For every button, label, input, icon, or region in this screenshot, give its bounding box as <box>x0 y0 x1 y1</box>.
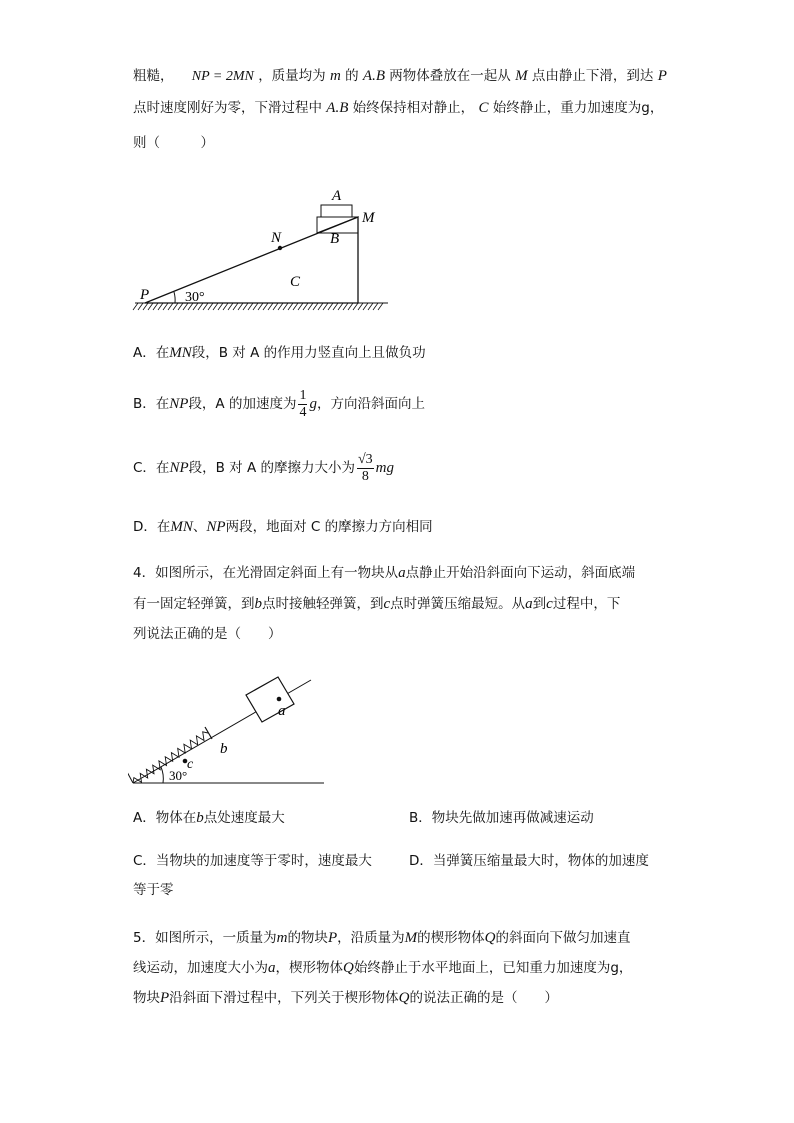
np-equation: NP = 2MN <box>191 69 254 84</box>
hatch-mark <box>138 303 143 310</box>
text: 粗糙， <box>133 68 174 84</box>
text: 的说法正确的是（ ） <box>409 990 559 1006</box>
hatch-mark <box>323 303 328 310</box>
text: 线运动，加速度大小为 <box>133 960 268 976</box>
text: 等于零 <box>133 882 174 898</box>
hatch-mark <box>233 303 238 310</box>
symbol: b <box>196 810 204 826</box>
angle-arc <box>161 767 163 783</box>
denominator: 4 <box>299 404 307 420</box>
text: 点时接触轻弹簧，到 <box>262 596 384 612</box>
text: 始终静止，重力加速度为g， <box>492 100 664 116</box>
q4-stem-line-3 <box>133 624 282 644</box>
symbol: NP <box>206 519 226 535</box>
q3-option-d <box>133 517 433 537</box>
symbol: A.B <box>362 68 385 84</box>
hatch-mark <box>303 303 308 310</box>
q3-stem-line-2 <box>133 98 663 118</box>
point-n <box>278 246 282 250</box>
symbol: c <box>383 596 391 612</box>
label-a: A <box>332 188 342 204</box>
hatch-mark <box>143 303 148 310</box>
q3-option-b <box>133 386 425 422</box>
text: 点静止开始沿斜面向下运动，斜面底端 <box>405 565 636 581</box>
text: C．在 <box>133 460 170 476</box>
symbol: c <box>546 596 553 612</box>
numerator: 1 <box>299 387 307 403</box>
hatch-mark <box>258 303 263 310</box>
symbol: Q <box>343 960 354 976</box>
symbol: MN <box>169 345 192 361</box>
text: ，楔形物体 <box>275 960 343 976</box>
text: 4．如图所示，在光滑固定斜面上有一物块从 <box>133 565 399 581</box>
incline-figure-q4 <box>128 660 328 792</box>
text: 点由静止下滑，到达 <box>531 68 654 84</box>
hatch-mark <box>248 303 253 310</box>
hatch-mark <box>348 303 353 310</box>
text: 两物体叠放在一起从 <box>389 68 511 84</box>
hatch-mark <box>288 303 293 310</box>
symbol: b <box>254 596 262 612</box>
text: 有一固定轻弹簧，到 <box>133 596 255 612</box>
q4-stem-line-1 <box>133 563 635 583</box>
hatch-mark <box>298 303 303 310</box>
text: A．在 <box>133 345 170 361</box>
hatch-mark <box>343 303 348 310</box>
text: 物块 <box>133 990 160 1006</box>
symbol: P <box>327 930 338 946</box>
hatch-mark <box>293 303 298 310</box>
block <box>246 677 294 722</box>
text: 段，B 对 A 的摩擦力大小为 <box>188 460 355 476</box>
text: ，方向沿斜面向上 <box>316 396 425 412</box>
text: B．在 <box>133 396 170 412</box>
text: 始终静止于水平地面上，已知重力加速度为g， <box>353 960 633 976</box>
hatch-mark <box>168 303 173 310</box>
text: 则（ ） <box>133 135 214 151</box>
text: C．当物块的加速度等于零时，速度最大 <box>133 853 372 869</box>
label-p: P <box>140 287 150 303</box>
symbol: NP <box>169 460 189 476</box>
text: 列说法正确的是（ ） <box>133 626 282 642</box>
text: A．物体在 <box>133 810 197 826</box>
q3-stem-line-3 <box>133 133 214 153</box>
text: 5．如图所示，一质量为 <box>133 930 277 946</box>
q3-option-a <box>133 343 426 363</box>
symbol: NP <box>169 396 189 412</box>
hatch-mark <box>153 303 158 310</box>
spring-wall <box>128 770 133 783</box>
hatch-mark <box>173 303 178 310</box>
hatch-mark <box>363 303 368 310</box>
symbol: P <box>160 990 170 1006</box>
q4-option-a <box>133 808 285 828</box>
hatch-mark <box>278 303 283 310</box>
symbol: m <box>329 68 341 84</box>
label-m: M <box>362 210 375 226</box>
fraction-sqrt3-over-8 <box>357 452 374 485</box>
label-b: b <box>220 741 228 757</box>
denominator: 8 <box>361 468 369 484</box>
hatch-mark <box>268 303 273 310</box>
label-c: C <box>290 274 301 290</box>
symbol: g <box>309 396 317 412</box>
hatch-mark <box>283 303 288 310</box>
q4-option-b <box>409 808 594 828</box>
hatch-mark <box>238 303 243 310</box>
hatch-mark <box>158 303 163 310</box>
symbol: a <box>268 960 276 976</box>
hatch-mark <box>308 303 313 310</box>
text: D．在 <box>133 519 171 535</box>
text: 点时弹簧压缩最短。从 <box>390 596 526 612</box>
text: D．当弹簧压缩量最大时，物体的加速度 <box>409 853 649 869</box>
symbol: a <box>525 596 533 612</box>
symbol: a <box>398 565 406 581</box>
hatch-mark <box>313 303 318 310</box>
hatch-mark <box>263 303 268 310</box>
block-a <box>321 205 352 217</box>
hatch-mark <box>373 303 378 310</box>
hatch-mark <box>353 303 358 310</box>
incline-figure-q3 <box>130 180 390 320</box>
text: 、 <box>192 519 207 535</box>
hatch-mark <box>228 303 233 310</box>
text: 的物块 <box>287 930 328 946</box>
hatch-mark <box>163 303 168 310</box>
text: 过程中，下 <box>552 596 621 612</box>
text: 始终保持相对静止， <box>352 100 475 116</box>
symbol: C <box>478 100 489 116</box>
symbol: M <box>515 68 528 84</box>
text: 段，B 对 A 的作用力竖直向上且做负功 <box>191 345 426 361</box>
angle-label: 30° <box>169 768 188 783</box>
hatch-mark <box>218 303 223 310</box>
q4-stem-line-2 <box>133 594 620 614</box>
text: 沿斜面下滑过程中，下列关于楔形物体 <box>169 990 399 1006</box>
hatch-mark <box>133 303 138 310</box>
hatch-mark <box>178 303 183 310</box>
hatch-mark <box>338 303 343 310</box>
label-b: B <box>330 231 340 247</box>
angle-label: 30° <box>185 290 205 305</box>
text: 段，A 的加速度为 <box>188 396 297 412</box>
q5-stem-line-3 <box>133 988 558 1008</box>
symbol: Q <box>398 990 410 1006</box>
hatch-mark <box>378 303 383 310</box>
hatch-mark <box>213 303 218 310</box>
symbol: P <box>657 68 667 84</box>
text: 点时速度刚好为零，下滑过程中 <box>133 100 322 116</box>
text: ，质量均为 <box>258 68 326 84</box>
symbol: m <box>276 930 288 946</box>
symbol: M <box>404 930 418 946</box>
q4-option-c <box>133 851 372 871</box>
hatch-mark <box>318 303 323 310</box>
symbol: Q <box>484 930 496 946</box>
label-n: N <box>271 230 282 246</box>
hatch-mark <box>148 303 153 310</box>
point-a <box>277 697 282 702</box>
hatch-mark <box>358 303 363 310</box>
symbol: mg <box>375 460 395 476</box>
numerator: √3 <box>357 451 373 467</box>
text: 的斜面向下做匀加速直 <box>495 930 631 946</box>
q4-option-d-cont <box>133 880 174 900</box>
text: 到 <box>532 596 547 612</box>
hatch-mark <box>223 303 228 310</box>
hatch-mark <box>253 303 258 310</box>
q4-option-d <box>409 851 649 871</box>
symbol: A.B <box>326 100 349 116</box>
hatch-mark <box>273 303 278 310</box>
hatch-mark <box>328 303 333 310</box>
q5-stem-line-1 <box>133 928 630 948</box>
text: 的 <box>345 68 359 84</box>
text: 两段，地面对 C 的摩擦力方向相同 <box>225 519 433 535</box>
q3-option-c <box>133 448 394 488</box>
text: B．物块先做加速再做减速运动 <box>409 810 594 826</box>
hatch-mark <box>368 303 373 310</box>
label-c: c <box>187 757 194 772</box>
text: ，沿质量为 <box>337 930 405 946</box>
symbol: MN <box>170 519 193 535</box>
hatch-mark <box>333 303 338 310</box>
hatch-mark <box>243 303 248 310</box>
label-a: a <box>278 703 286 719</box>
hatch-mark <box>208 303 213 310</box>
angle-arc <box>174 292 175 303</box>
fraction-one-quarter <box>298 388 307 421</box>
text: 点处速度最大 <box>203 810 285 826</box>
q3-stem-line-1 <box>133 66 667 87</box>
text: 的楔形物体 <box>417 930 485 946</box>
q5-stem-line-2 <box>133 958 632 978</box>
